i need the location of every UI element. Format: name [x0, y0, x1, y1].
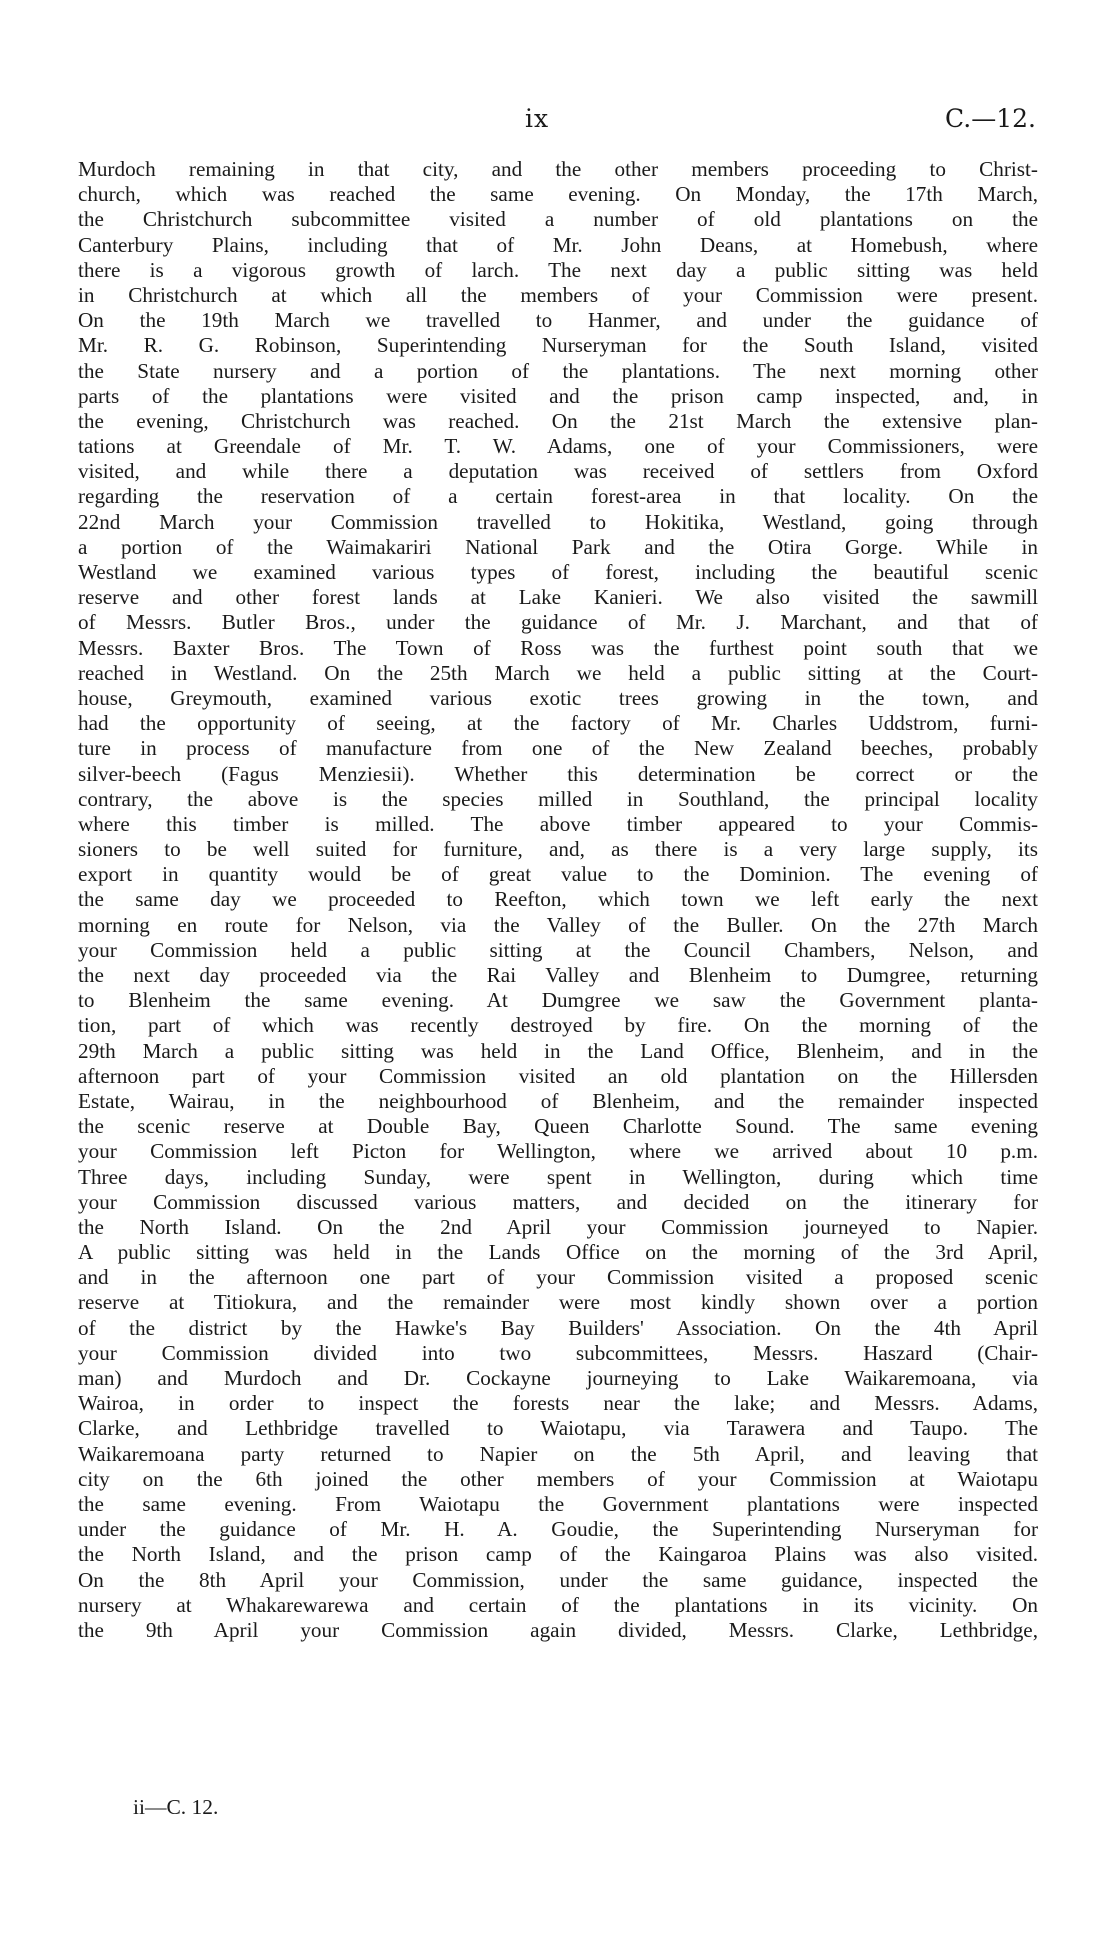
text-line-content: contrary, the above is the species milled in Southland, the principal locality: [78, 786, 1038, 811]
text-line-content: Mr. R. G. Robinson, Superintending Nurseryman for the South Island, visited: [78, 333, 1038, 358]
text-line-content: man) and Murdoch and Dr. Cockayne journeying to Lake Waikaremoana, via: [78, 1366, 1038, 1390]
text-line: [78, 1593, 1038, 1618]
text-line: [78, 585, 1038, 610]
text-line-content: your Commission left Picton for Wellington, where we arrived about 10 p.m.: [78, 1139, 1038, 1164]
text-line-content: Estate, Wairau, in the neighbourhood of Blenheim, and the remainder inspected: [78, 1088, 1038, 1113]
text-line-content: reached in Westland. On the 25th March we held a public sitting at the Court-: [78, 660, 1038, 685]
text-line: [78, 862, 1038, 887]
text-line: [78, 157, 1038, 182]
text-line: [78, 384, 1038, 409]
text-line-content: export in quantity would be of great value to the Dominion. The evening of: [78, 862, 1038, 887]
text-line-content: morning en route for Nelson, via the Valley of the Buller. On the 27th March: [78, 912, 1038, 937]
page-number: ix: [525, 104, 550, 133]
text-line: [78, 283, 1038, 308]
text-line-content: the 9th April your Commission again divided, Messrs. Clarke, Lethbridge,: [78, 1617, 1038, 1642]
text-line-content: tion, part of which was recently destroyed by fire. On the morning of the: [78, 1013, 1038, 1038]
text-line: [78, 333, 1038, 358]
text-line: [78, 459, 1038, 484]
text-line-content: had the opportunity of seeing, at the factory of Mr. Charles Uddstrom, furni-: [78, 711, 1038, 736]
text-line: [78, 762, 1038, 787]
text-line: [78, 233, 1038, 258]
text-line-content: of Messrs. Butler Bros., under the guidance of Mr. J. Marchant, and that of: [78, 610, 1038, 635]
text-line-content: there is a vigorous growth of larch. The next day a public sitting was held: [78, 257, 1038, 282]
text-line: [78, 988, 1038, 1013]
text-line: [78, 1114, 1038, 1139]
text-line: [78, 661, 1038, 686]
text-line-content: the scenic reserve at Double Bay, Queen Charlotte Sound. The same evening: [78, 1114, 1038, 1139]
text-line-content: to Blenheim the same evening. At Dumgree we saw the Government planta-: [78, 988, 1038, 1013]
text-line-content: 22nd March your Commission travelled to Hokitika, Westland, going through: [78, 509, 1038, 534]
text-line-content: Clarke, and Lethbridge travelled to Waiotapu, via Tarawera and Taupo. The: [78, 1416, 1038, 1441]
text-line-content: On the 8th April your Commission, under the same guidance, inspected the: [78, 1567, 1038, 1592]
text-line: [78, 1064, 1038, 1089]
text-line: [78, 1089, 1038, 1114]
text-line-content: Murdoch remaining in that city, and the other members proceeding to Christ-: [78, 157, 1038, 181]
text-line-content: 29th March a public sitting was held in the Land Office, Blenheim, and in the: [78, 1038, 1038, 1063]
text-line: [78, 1618, 1038, 1643]
text-line: [78, 1391, 1038, 1416]
text-line-content: tations at Greendale of Mr. T. W. Adams, one of your Commissioners, were: [78, 434, 1038, 459]
text-line: [78, 1165, 1038, 1190]
text-line: [78, 887, 1038, 912]
text-line: [78, 1517, 1038, 1542]
text-line: [78, 1341, 1038, 1366]
text-line: [78, 182, 1038, 207]
text-line: [78, 1265, 1038, 1290]
text-line-content: reserve at Titiokura, and the remainder were most kindly shown over a portion: [78, 1290, 1038, 1315]
text-line-content: regarding the reservation of a certain forest-area in that locality. On the: [78, 484, 1038, 509]
text-line: [78, 1290, 1038, 1315]
text-line: [78, 1240, 1038, 1265]
text-line: [78, 510, 1038, 535]
text-line-content: your Commission discussed various matters, and decided on the itinerary for: [78, 1189, 1038, 1214]
text-line-content: nursery at Whakarewarewa and certain of the plantations in its vicinity. On: [78, 1592, 1038, 1617]
text-line-content: Messrs. Baxter Bros. The Town of Ross was the furthest point south that we: [78, 635, 1038, 660]
text-line-content: Westland we examined various types of forest, including the beautiful scenic: [78, 560, 1038, 584]
text-line-content: and in the afternoon one part of your Commission visited a proposed scenic: [78, 1265, 1038, 1290]
text-line-content: A public sitting was held in the Lands Office on the morning of the 3rd April,: [78, 1240, 1038, 1265]
text-line-content: silver-beech (Fagus Menziesii). Whether this determination be correct or the: [78, 761, 1038, 786]
body-text: [78, 157, 1038, 1643]
text-line: [78, 535, 1038, 560]
text-line: [78, 1568, 1038, 1593]
text-line: [78, 963, 1038, 988]
text-line-content: where this timber is milled. The above timber appeared to your Commis-: [78, 811, 1038, 836]
text-line-content: the evening, Christchurch was reached. On the 21st March the extensive plan-: [78, 408, 1038, 433]
text-line-content: of the district by the Hawke's Bay Builders' Association. On the 4th April: [78, 1315, 1038, 1340]
text-line: [78, 636, 1038, 661]
text-line: [78, 1316, 1038, 1341]
text-line: [78, 736, 1038, 761]
text-line: [78, 1215, 1038, 1240]
text-line: [78, 484, 1038, 509]
text-line-content: church, which was reached the same evening. On Monday, the 17th March,: [78, 182, 1038, 207]
text-line-content: the State nursery and a portion of the plantations. The next morning other: [78, 358, 1038, 383]
text-line-content: reserve and other forest lands at Lake Kanieri. We also visited the sawmill: [78, 585, 1038, 610]
text-line-content: the same evening. From Waiotapu the Government plantations were inspected: [78, 1491, 1038, 1516]
text-line: [78, 308, 1038, 333]
text-line: [78, 1442, 1038, 1467]
text-line: [78, 1013, 1038, 1038]
text-line: [78, 1416, 1038, 1441]
text-line: [78, 812, 1038, 837]
text-line-content: Waikaremoana party returned to Napier on the 5th April, and leaving that: [78, 1441, 1038, 1466]
text-line: [78, 913, 1038, 938]
text-line-content: house, Greymouth, examined various exotic trees growing in the town, and: [78, 685, 1038, 710]
text-line-content: afternoon part of your Commission visited an old plantation on the Hillersden: [78, 1063, 1038, 1088]
text-line-content: your Commission divided into two subcommittees, Messrs. Haszard (Chair-: [78, 1340, 1038, 1365]
text-line: [78, 258, 1038, 283]
document-reference: C.—12.: [945, 104, 1036, 133]
text-line: [78, 1366, 1038, 1391]
page-header: [78, 104, 1036, 144]
text-line-content: Wairoa, in order to inspect the forests near the lake; and Messrs. Adams,: [78, 1391, 1038, 1416]
text-line: [78, 711, 1038, 736]
text-line-content: your Commission held a public sitting at the Council Chambers, Nelson, and: [78, 937, 1038, 962]
text-line-content: Canterbury Plains, including that of Mr. John Deans, at Homebush, where: [78, 232, 1038, 257]
text-line-content: the North Island, and the prison camp of the Kaingaroa Plains was also visited.: [78, 1542, 1038, 1567]
text-line-content: a portion of the Waimakariri National Park and the Otira Gorge. While in: [78, 534, 1038, 559]
text-line: [78, 207, 1038, 232]
text-line-content: city on the 6th joined the other members of your Commission at Waiotapu: [78, 1466, 1038, 1491]
text-line: [78, 787, 1038, 812]
text-line: [78, 434, 1038, 459]
text-line-content: the next day proceeded via the Rai Valley and Blenheim to Dumgree, returning: [78, 963, 1038, 987]
text-line-content: the Christchurch subcommittee visited a number of old plantations on the: [78, 207, 1038, 232]
text-line-content: visited, and while there a deputation was received of settlers from Oxford: [78, 459, 1038, 484]
text-line-content: the same day we proceeded to Reefton, which town we left early the next: [78, 887, 1038, 912]
text-line-content: On the 19th March we travelled to Hanmer, and under the guidance of: [78, 308, 1038, 333]
text-line: [78, 560, 1038, 585]
text-line: [78, 409, 1038, 434]
text-line: [78, 1542, 1038, 1567]
text-line: [78, 610, 1038, 635]
text-line: [78, 837, 1038, 862]
text-line: [78, 1190, 1038, 1215]
text-line: [78, 359, 1038, 384]
text-line: [78, 686, 1038, 711]
text-line: [78, 1492, 1038, 1517]
text-line-content: Three days, including Sunday, were spent in Wellington, during which time: [78, 1164, 1038, 1189]
text-line-content: ture in process of manufacture from one of the New Zealand beeches, probably: [78, 736, 1038, 761]
text-line-content: the North Island. On the 2nd April your Commission journeyed to Napier.: [78, 1214, 1038, 1239]
text-line: [78, 1467, 1038, 1492]
text-line: [78, 1039, 1038, 1064]
signature-mark: ii—C. 12.: [133, 1795, 219, 1819]
text-line-content: sioners to be well suited for furniture, and, as there is a very large supply, its: [78, 837, 1038, 862]
text-line-content: in Christchurch at which all the members of your Commission were present.: [78, 282, 1038, 307]
text-line-content: under the guidance of Mr. H. A. Goudie, the Superintending Nurseryman for: [78, 1517, 1038, 1542]
text-line-content: parts of the plantations were visited and the prison camp inspected, and, in: [78, 383, 1038, 408]
text-line: [78, 938, 1038, 963]
text-line: [78, 1139, 1038, 1164]
